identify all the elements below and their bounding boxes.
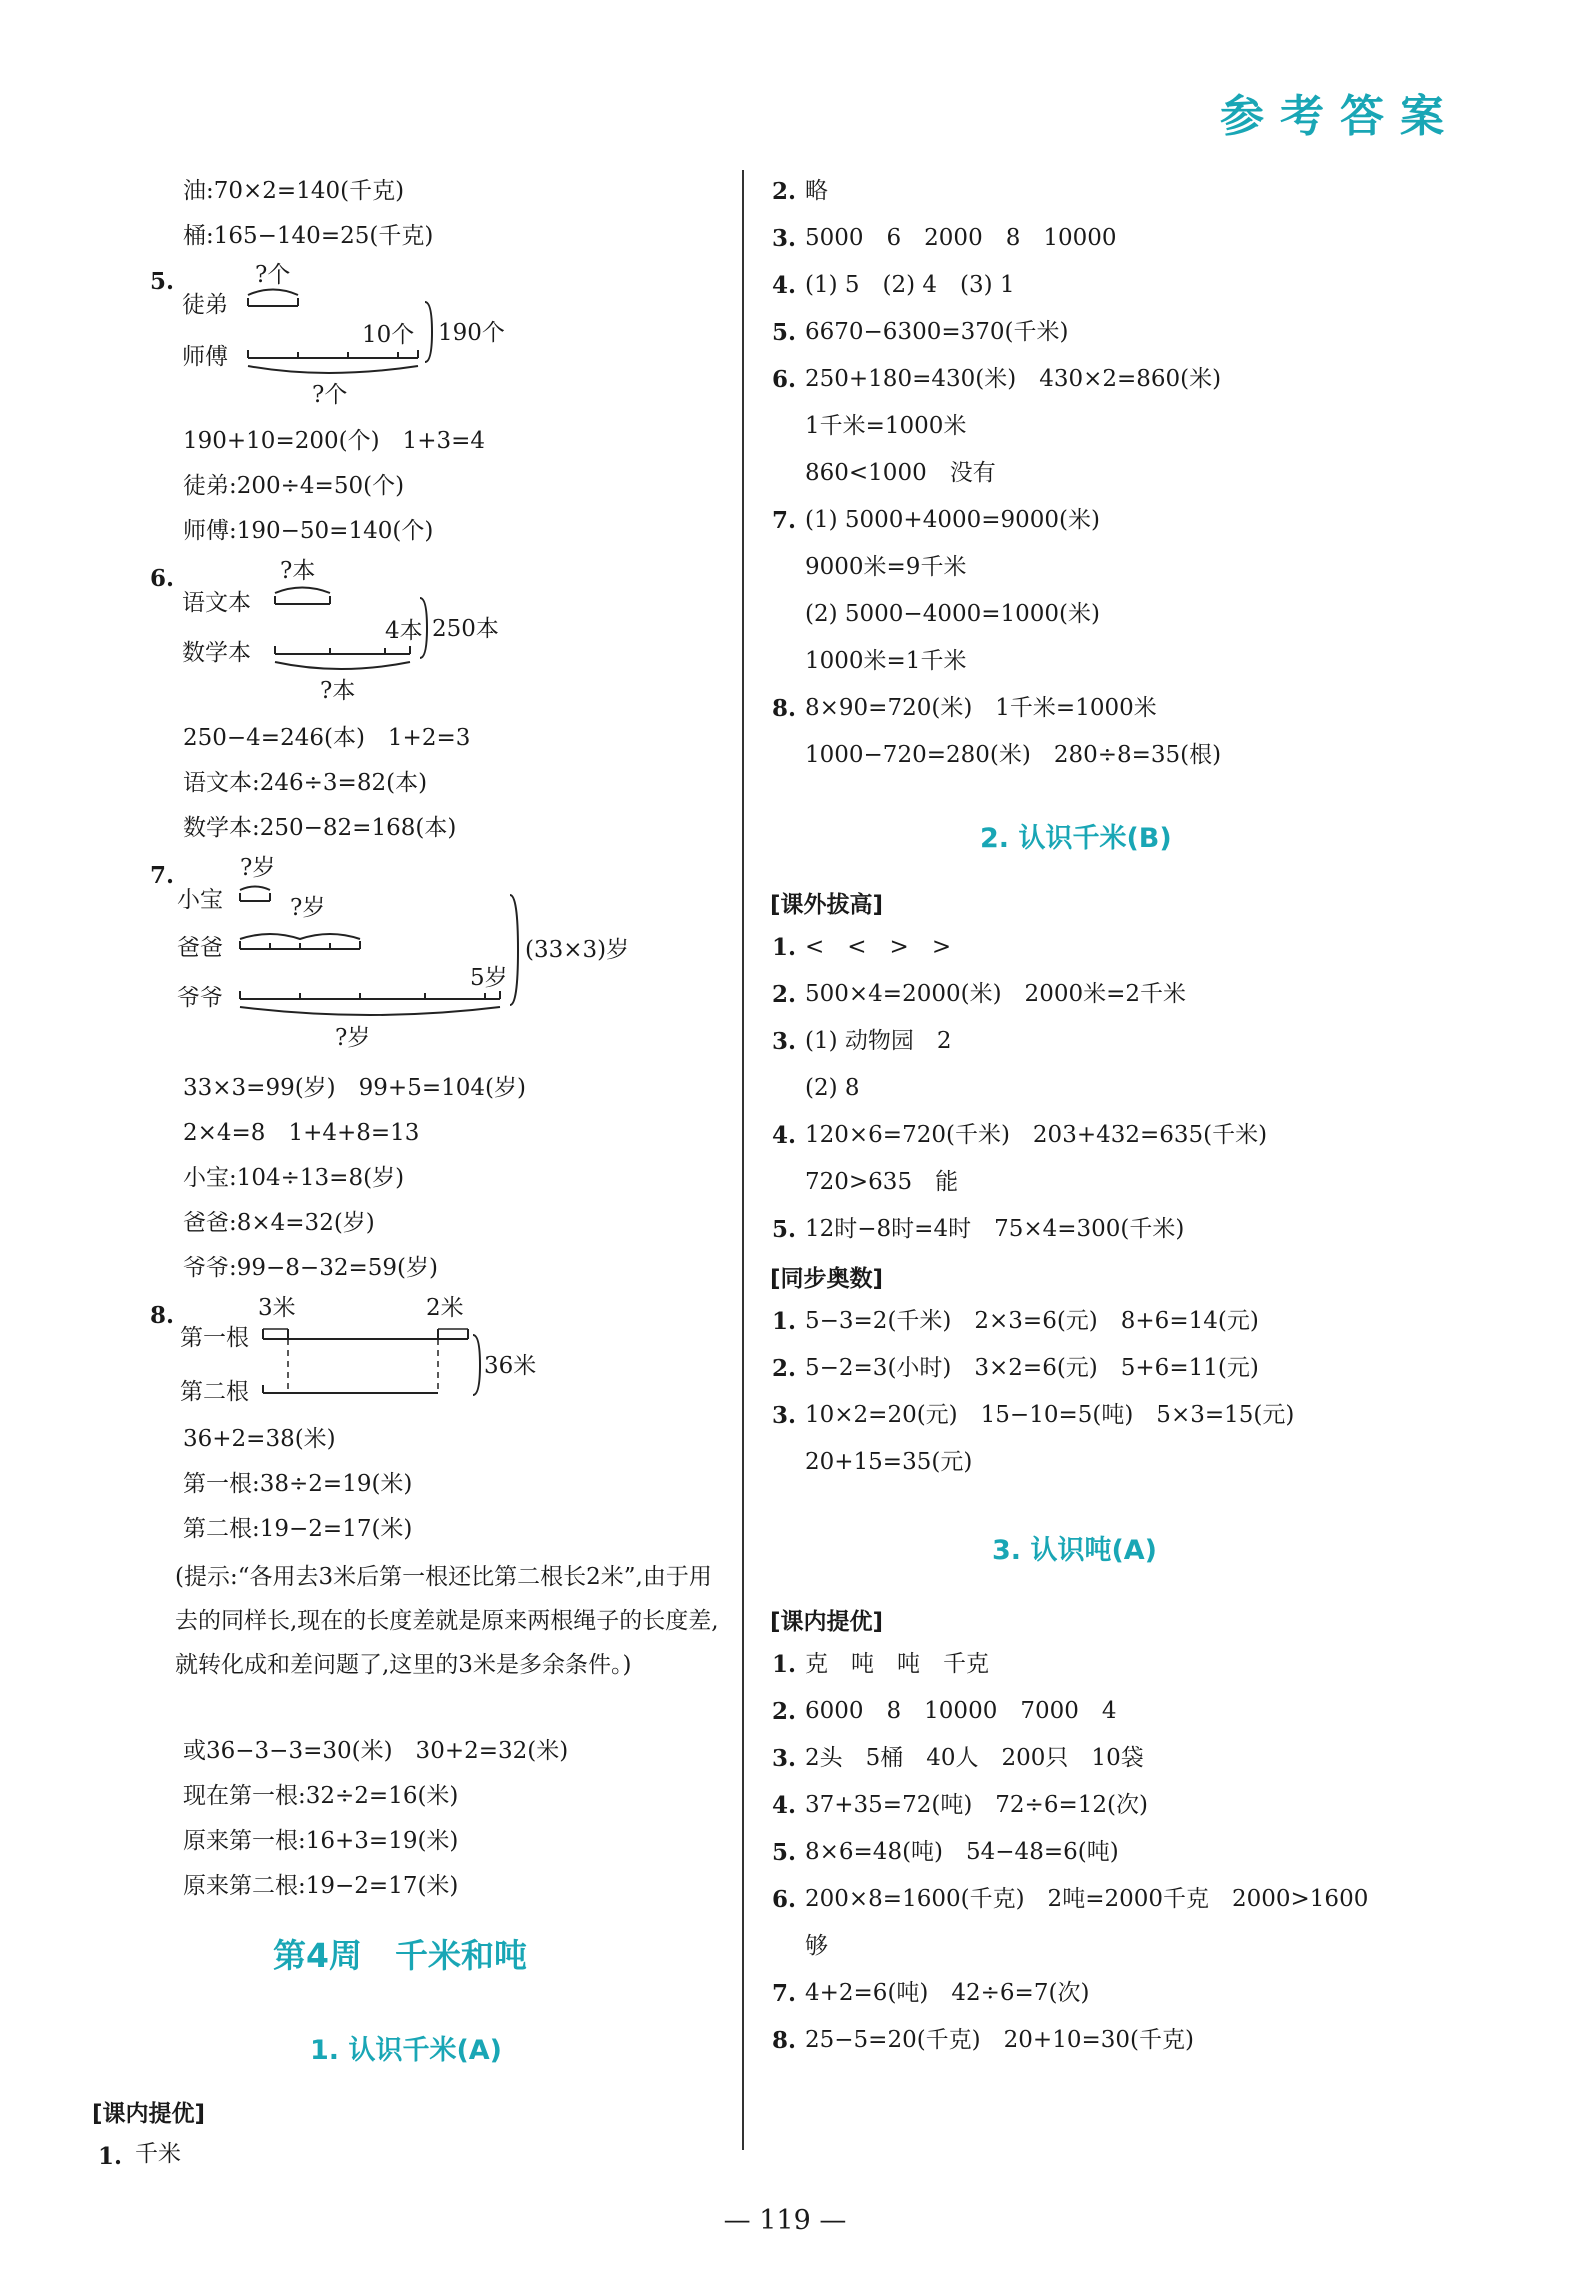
diagram-label: 第二根 <box>180 1379 249 1405</box>
question-number: 4. <box>772 1792 797 1819</box>
question-number: 3. <box>772 1745 797 1772</box>
diagram-label: 爸爸 <box>177 935 223 961</box>
answer-line: 克 吨 吨 千克 <box>805 1651 989 1677</box>
line-segment-diagram-q6 <box>180 558 540 708</box>
question-number: 8. <box>150 1302 175 1329</box>
column-divider <box>742 170 744 2150</box>
chapter-title: 第4周 千米和吨 <box>273 1936 527 1975</box>
diagram-label: ?个 <box>255 262 291 288</box>
question-number: 8. <box>772 2027 797 2054</box>
text-line: 原来第一根:16+3=19(米) <box>183 1828 459 1854</box>
answer-line: 2头 5桶 40人 200只 10袋 <box>805 1745 1144 1771</box>
diagram-label: 3米 <box>258 1295 296 1321</box>
diagram-label: 5岁 <box>470 965 508 991</box>
question-number: 2. <box>772 1698 797 1725</box>
question-number: 3. <box>772 1402 797 1429</box>
diagram-label: 数学本 <box>182 640 251 666</box>
diagram-label: ?本 <box>280 558 316 584</box>
section-title: 3. 认识吨(A) <box>992 1535 1158 1566</box>
text-line: 小宝:104÷13=8(岁) <box>183 1165 405 1191</box>
answer-line: 10×2=20(元) 15−10=5(吨) 5×3=15(元) <box>805 1402 1295 1428</box>
answer-line: 250+180=430(米) 430×2=860(米) <box>805 366 1222 392</box>
text-line: 第一根:38÷2=19(米) <box>183 1471 413 1497</box>
question-number: 4. <box>772 1122 797 1149</box>
diagram-label: 爷爷 <box>177 985 223 1011</box>
question-number: 1. <box>772 934 797 961</box>
hint-paragraph: (提示:“各用去3米后第一根还比第二根长2米”,由于用去的同样长,现在的长度差就是原来两根绳子的长度差,就转化成和差问题了,这里的3米是多余条件。) <box>175 1564 719 1678</box>
text-line: 油:70×2=140(千克) <box>183 178 405 204</box>
question-number: 6. <box>150 565 175 592</box>
text-line: 第二根:19−2=17(米) <box>183 1516 413 1542</box>
text-line: 数学本:250−82=168(本) <box>183 815 457 841</box>
question-number: 7. <box>150 862 175 889</box>
text-line: 徒弟:200÷4=50(个) <box>183 473 405 499</box>
answer-line: 1千米=1000米 <box>805 413 967 439</box>
text-line: 33×3=99(岁) 99+5=104(岁) <box>183 1075 526 1101</box>
answer-line: 25−5=20(千克) 20+10=30(千克) <box>805 2027 1194 2053</box>
text-line: 原来第二根:19−2=17(米) <box>183 1873 459 1899</box>
answer-line: 120×6=720(千米) 203+432=635(千米) <box>805 1122 1268 1148</box>
question-number: 1. <box>98 2143 123 2170</box>
text-line: 爷爷:99−8−32=59(岁) <box>183 1255 438 1281</box>
text-line: 爸爸:8×4=32(岁) <box>183 1210 375 1236</box>
answer-line: 860<1000 没有 <box>805 460 996 486</box>
answer-line: (2) 5000−4000=1000(米) <box>805 601 1100 627</box>
diagram-label: ?个 <box>312 382 348 408</box>
answer-line: 够 <box>805 1933 828 1959</box>
page-number: — 119 — <box>723 2205 847 2236</box>
answer-line: (2) 8 <box>805 1075 860 1101</box>
text-line: 2×4=8 1+4+8=13 <box>183 1120 420 1146</box>
diagram-label: ?本 <box>320 678 356 704</box>
line-segment-diagram-q5 <box>180 262 520 412</box>
text-line: 千米 <box>135 2141 181 2167</box>
line-segment-diagram-q8 <box>178 1295 578 1425</box>
question-number: 7. <box>772 1980 797 2007</box>
text-line: 师傅:190−50=140(个) <box>183 518 434 544</box>
diagram-label: 语文本 <box>182 590 251 616</box>
diagram-label: 小宝 <box>177 887 223 913</box>
answer-line: 200×8=1600(千克) 2吨=2000千克 2000>1600 <box>805 1886 1369 1912</box>
answer-line: < < > > <box>805 934 952 960</box>
answer-line: 略 <box>805 178 828 204</box>
answer-line: 5000 6 2000 8 10000 <box>805 225 1117 251</box>
answer-line: 1000−720=280(米) 280÷8=35(根) <box>805 742 1222 768</box>
answer-line: 5−2=3(小时) 3×2=6(元) 5+6=11(元) <box>805 1355 1259 1381</box>
answer-line: 8×90=720(米) 1千米=1000米 <box>805 695 1157 721</box>
answer-line: 720>635 能 <box>805 1169 959 1195</box>
diagram-label: 10个 <box>362 322 415 348</box>
answer-line: 6670−6300=370(千米) <box>805 319 1069 345</box>
line-segment-diagram-q7 <box>175 855 675 1055</box>
answer-line: 1000米=1千米 <box>805 648 967 674</box>
diagram-label: 36米 <box>484 1353 537 1379</box>
question-number: 6. <box>772 366 797 393</box>
text-line: 250−4=246(本) 1+2=3 <box>183 725 471 751</box>
text-line: 或36−3−3=30(米) 30+2=32(米) <box>183 1738 569 1764</box>
page-header-title: 参考答案 <box>1220 91 1460 142</box>
question-number: 2. <box>772 178 797 205</box>
question-number: 4. <box>772 272 797 299</box>
diagram-label: ?岁 <box>290 895 326 921</box>
question-number: 2. <box>772 981 797 1008</box>
answer-line: (1) 动物园 2 <box>805 1028 952 1054</box>
answer-line: 20+15=35(元) <box>805 1449 973 1475</box>
answer-line: 12时−8时=4时 75×4=300(千米) <box>805 1216 1185 1242</box>
diagram-label: ?岁 <box>335 1025 371 1051</box>
question-number: 2. <box>772 1355 797 1382</box>
section-title: 2. 认识千米(B) <box>980 823 1172 854</box>
question-number: 1. <box>772 1651 797 1678</box>
diagram-label: 190个 <box>438 320 505 346</box>
answer-line: 5−3=2(千米) 2×3=6(元) 8+6=14(元) <box>805 1308 1259 1334</box>
answer-line: 9000米=9千米 <box>805 554 967 580</box>
question-number: 3. <box>772 1028 797 1055</box>
answer-line: (1) 5000+4000=9000(米) <box>805 507 1100 533</box>
diagram-label: 第一根 <box>180 1325 249 1351</box>
question-number: 3. <box>772 225 797 252</box>
text-line: 190+10=200(个) 1+3=4 <box>183 428 485 454</box>
question-number: 5. <box>150 268 175 295</box>
diagram-label: (33×3)岁 <box>525 937 630 963</box>
text-line: 语文本:246÷3=82(本) <box>183 770 428 796</box>
diagram-label: 徒弟 <box>182 292 228 318</box>
answer-line: 500×4=2000(米) 2000米=2千米 <box>805 981 1186 1007</box>
answer-line: 8×6=48(吨) 54−48=6(吨) <box>805 1839 1119 1865</box>
subsection-label: [同步奥数] <box>770 1266 884 1292</box>
diagram-label: 250本 <box>432 616 499 642</box>
answer-line: 37+35=72(吨) 72÷6=12(次) <box>805 1792 1148 1818</box>
text-line: 现在第一根:32÷2=16(米) <box>183 1783 459 1809</box>
subsection-label: [课内提优] <box>770 1609 884 1635</box>
question-number: 1. <box>772 1308 797 1335</box>
diagram-label: 师傅 <box>182 344 228 370</box>
text-line: 桶:165−140=25(千克) <box>183 223 434 249</box>
question-number: 5. <box>772 1216 797 1243</box>
question-number: 5. <box>772 1839 797 1866</box>
diagram-label: 2米 <box>426 1295 464 1321</box>
question-number: 6. <box>772 1886 797 1913</box>
subsection-label: [课内提优] <box>92 2101 206 2127</box>
question-number: 5. <box>772 319 797 346</box>
diagram-label: 4本 <box>385 618 423 644</box>
diagram-label: ?岁 <box>240 855 276 881</box>
text-line: 36+2=38(米) <box>183 1426 336 1452</box>
answer-line: 4+2=6(吨) 42÷6=7(次) <box>805 1980 1090 2006</box>
section-title: 1. 认识千米(A) <box>310 2035 503 2066</box>
answer-line: (1) 5 (2) 4 (3) 1 <box>805 272 1015 298</box>
subsection-label: [课外拔高] <box>770 892 884 918</box>
answer-line: 6000 8 10000 7000 4 <box>805 1698 1117 1724</box>
question-number: 8. <box>772 695 797 722</box>
question-number: 7. <box>772 507 797 534</box>
